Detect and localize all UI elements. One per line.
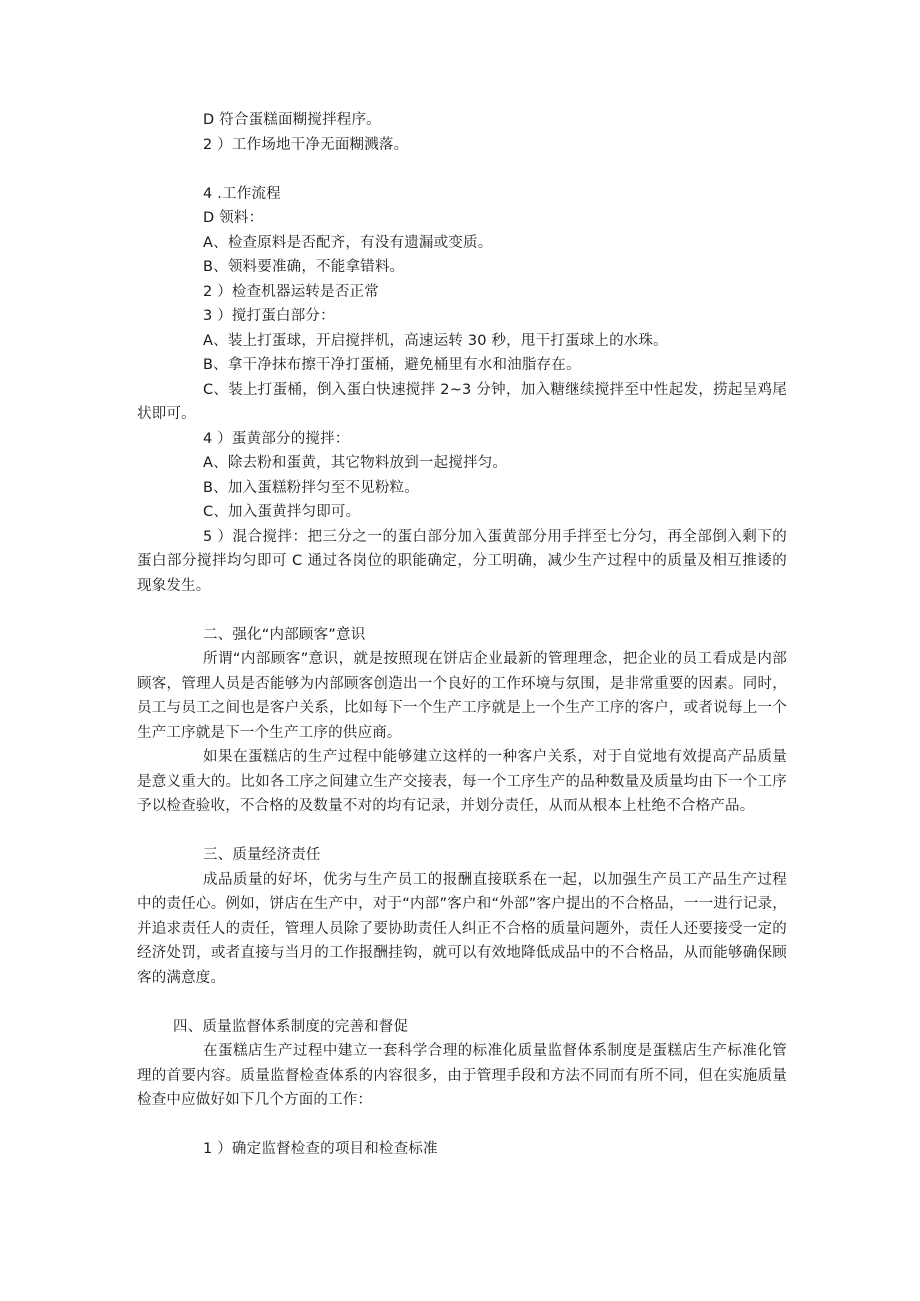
paragraph: 5 ）混合搅拌：把三分之一的蛋白部分加入蛋黄部分用手拌至七分匀，再全部倒入剩下的蛋白部分搅拌均匀即可 C 通过各岗位的职能确定，分工明确，减少生产过程中的质量及相互推诿的现象发生。 xyxy=(137,528,787,594)
paragraph: C、装上打蛋桶，倒入蛋白快速搅拌 2~3 分钟，加入糖继续搅拌至中性起发，捞起呈鸡尾状即可。 xyxy=(137,381,787,422)
spacer xyxy=(137,157,787,182)
paragraph: 在蛋糕店生产过程中建立一套科学合理的标准化质量监督体系制度是蛋糕店生产标准化管理的首要内容。质量监督检查体系的内容很多，由于管理手段和方法不同而有所不同，但在实施质量检查中应做好如下几个方面的工作： xyxy=(137,1043,787,1108)
spacer xyxy=(137,990,787,1015)
document-body xyxy=(137,108,787,1162)
text-line: B、加入蛋糕粉拌匀至不见粉粒。 xyxy=(203,479,419,496)
text-line: A、检查原料是否配齐，有没有遗漏或变质。 xyxy=(203,234,493,251)
text-line: B、拿干净抹布擦干净打蛋桶，避免桶里有水和油脂存在。 xyxy=(203,357,581,373)
spacer xyxy=(137,1113,787,1138)
section-heading-economic-responsibility: 三、质量经济责任 xyxy=(203,847,321,863)
text-line: D 领料： xyxy=(203,210,264,226)
text-line: 2 ）工作场地干净无面糊溅落。 xyxy=(203,136,409,153)
text-line: 1 ）确定监督检查的项目和检查标准 xyxy=(203,1141,438,1157)
section-heading-internal-customer: 二、强化“内部顾客”意识 xyxy=(203,626,366,643)
paragraph: 所谓“内部顾客”意识，就是按照现在饼店企业最新的管理理念，把企业的员工看成是内部顾客，管理人员是否能够为内部顾客创造出一个良好的工作环境与氛围，是非常重要的因素。同时，员工与员工之间也是客户关系，比如每下一个生产工序就是上一个生产工序的客户，或者说每上一个生产工序就是下一个生产工序的供应商。 xyxy=(137,651,787,741)
spacer xyxy=(137,819,787,844)
text-line: 3 ）搅打蛋白部分： xyxy=(203,308,335,324)
section-heading-work-flow: 4 .工作流程 xyxy=(203,185,281,202)
text-line: A、除去粉和蛋黄，其它物料放到一起搅拌匀。 xyxy=(203,455,508,471)
text-line: D 符合蛋糕面糊搅拌程序。 xyxy=(203,112,381,128)
text-line: B、领料要准确，不能拿错料。 xyxy=(203,259,405,275)
text-line: A、装上打蛋球，开启搅拌机，高速运转 30 秒，甩干打蛋球上的水珠。 xyxy=(203,332,668,349)
text-line: 4 ）蛋黄部分的搅拌： xyxy=(203,430,350,447)
section-heading-supervision-system: 四、质量监督体系制度的完善和督促 xyxy=(173,1018,409,1035)
paragraph: 成品质量的好坏，优劣与生产员工的报酬直接联系在一起，以加强生产员工产品生产过程中的责任心。例如，饼店在生产中，对于“内部”客户和“外部”客户提出的不合格品，一一进行记录，并追求责任人的责任，管理人员除了要协助责任人纠正不合格的质量问题外，责任人还要接受一定的经济处罚，或者直接与当月的工作报酬挂钩，就可以有效地降低成品中的不合格品，从而能够确保顾客的满意度。 xyxy=(137,871,787,986)
spacer xyxy=(137,598,787,623)
text-line: C、加入蛋黄拌匀即可。 xyxy=(203,504,361,520)
text-line: 2 ）检查机器运转是否正常 xyxy=(203,283,379,300)
paragraph: 如果在蛋糕店的生产过程中能够建立这样的一种客户关系，对于自觉地有效提高产品质量是意义重大的。比如各工序之间建立生产交接表，每一个工序生产的品种数量及质量均由下一个工序予以检查验收，不合格的及数量不对的均有记录，并划分责任，从而从根本上杜绝不合格产品。 xyxy=(137,749,787,814)
